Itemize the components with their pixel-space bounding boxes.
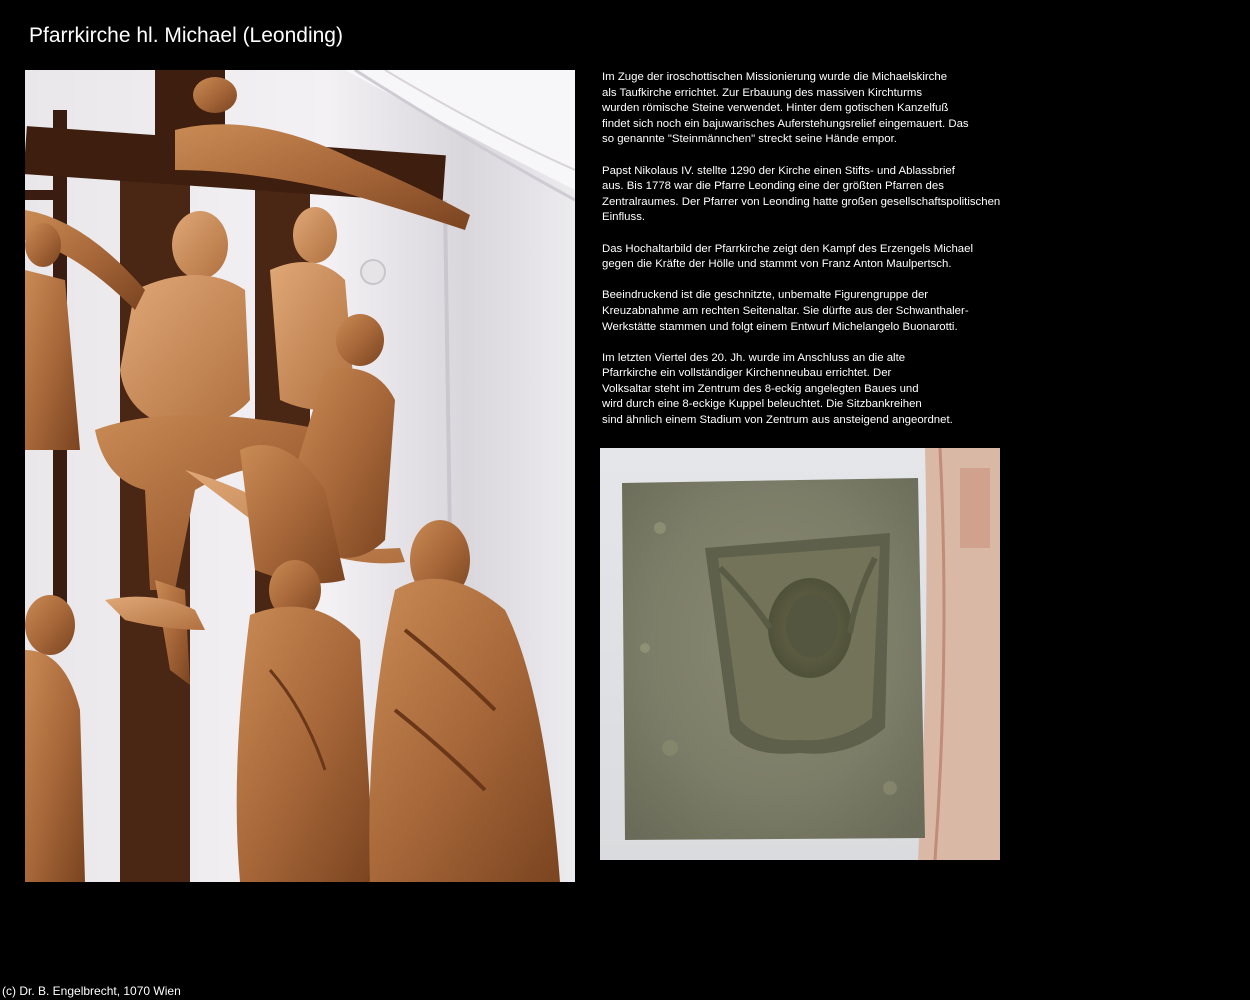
photo-kreuzabnahme xyxy=(25,70,575,882)
paragraph: Beeindruckend ist die geschnitzte, unbemalte Figurengruppe der Kreuzabnahme am rechten Seitenaltar. Sie dürfte aus der Schwanthaler- Werkstätte stammen und folgt einem Entwurf Michelangelo Buonarotti. xyxy=(602,289,969,333)
paragraph: Das Hochaltarbild der Pfarrkirche zeigt den Kampf des Erzengels Michael gegen die Kräfte der Hölle und stammt von Franz Anton Maulpertsch. xyxy=(602,242,974,271)
paragraph: Papst Nikolaus IV. stellte 1290 der Kirche einen Stifts- und Ablassbrief aus. Bis 1778 war die Pfarre Leonding eine der größten Pfarren des Zentralraumes. Der Pfarrer von Leonding hatte großen gesellschaftspolitischen Einfluss. xyxy=(602,164,1001,224)
description-text xyxy=(602,70,1032,444)
paragraph: Im Zuge der iroschottischen Missionierung wurde die Michaelskirche als Taufkirche errichtet. Zur Erbauung des massiven Kirchturms wurden römische Steine verwendet. Hinter dem gotischen Kanzelfuß findet sich noch ein bajuwarisches Auferstehungsrelief eingemauert. Das so genannte "Steinmännchen" streckt seine Hände empor. xyxy=(602,71,969,146)
photo-auferstehungsrelief xyxy=(600,448,1000,860)
page-title: Pfarrkirche hl. Michael (Leonding) xyxy=(29,24,343,47)
paragraph: Im letzten Viertel des 20. Jh. wurde im Anschluss an die alte Pfarrkirche ein vollständiger Kirchenneubau errichtet. Der Volksaltar steht im Zentrum des 8-eckig angelegten Baues und wird durch eine 8-eckige Kuppel beleuchtet. Die Sitzbankreihen sind ähnlich einem Stadium von Zentrum aus ansteigend angeordnet. xyxy=(602,351,953,427)
copyright-footer: (c) Dr. B. Engelbrecht, 1070 Wien xyxy=(2,984,181,998)
